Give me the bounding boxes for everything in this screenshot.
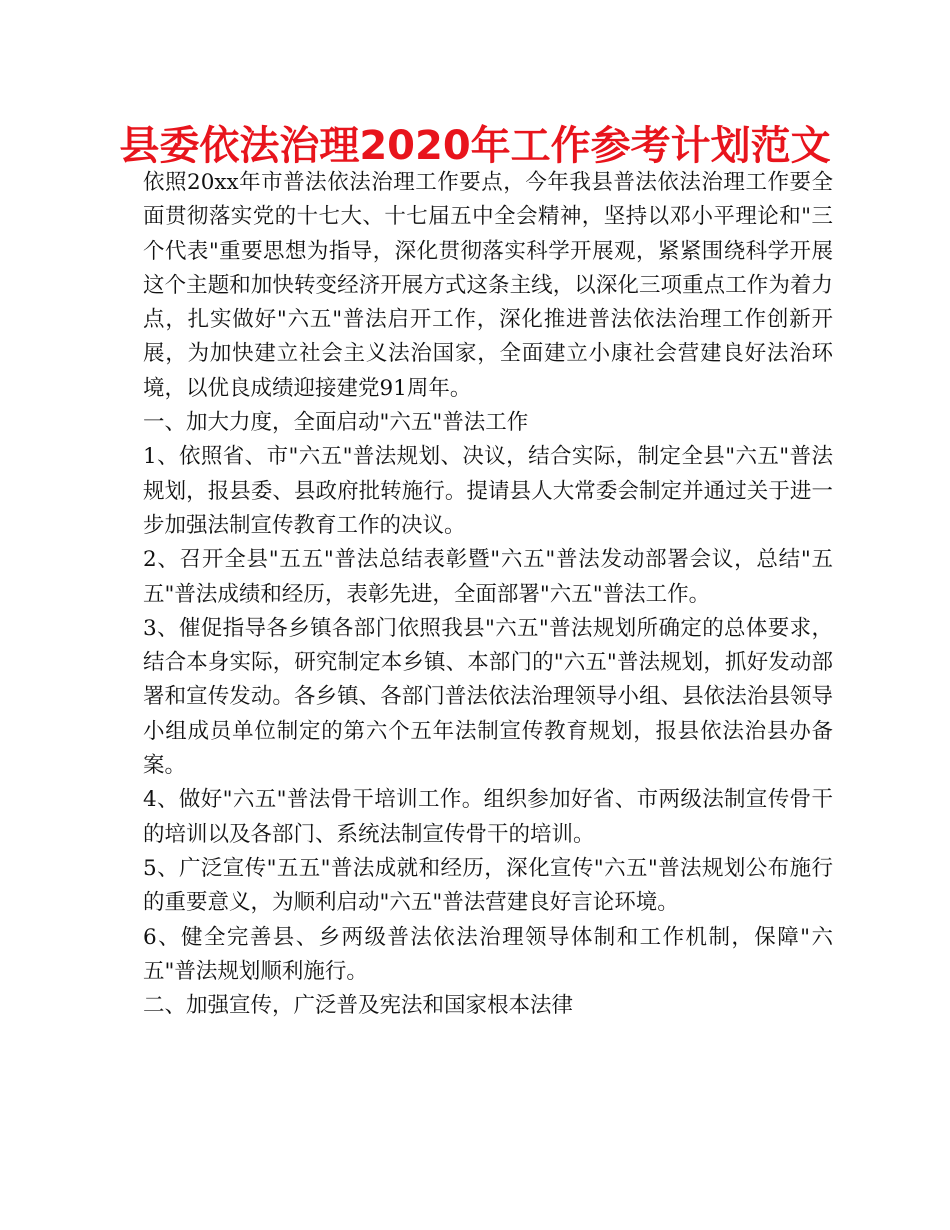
document-title: 县委依法治理2020年工作参考计划范文 [119,123,831,169]
list-item-1: 1、依照省、市"六五"普法规划、决议，结合实际，制定全县"六五"普法规划，报县委、县政府批转施行。提请县人大常委会制定并通过关于进一步加强法制宣传教育工作的决议。 [143,444,833,538]
list-item-6: 6、健全完善县、乡两级普法依法治理领导体制和工作机制，保障"六五"普法规划顺利施行。 [143,924,833,984]
list-item-5: 5、广泛宣传"五五"普法成就和经历，深化宣传"六五"普法规划公布施行的重要意义，为顺利启动"六五"普法营建良好言论环境。 [143,855,833,916]
list-item-3: 3、催促指导各乡镇各部门依照我县"六五"普法规划所确定的总体要求，结合本身实际，研究制定本乡镇、本部门的"六五"普法规划，抓好发动部署和宣传发动。各乡镇、各部门普法依法治理领导小组、县依法治县领导小组成员单位制定的第六个五年法制宣传教育规划，报县依法治县办备案。 [143,615,833,779]
section-heading-2: 二、加强宣传，广泛普及宪法和国家根本法律 [143,993,574,1019]
list-item-2: 2、召开全县"五五"普法总结表彰暨"六五"普法发动部署会议，总结"五五"普法成绩和经历，表彰先进，全面部署"六五"普法工作。 [143,547,833,607]
list-item-4: 4、做好"六五"普法骨干培训工作。组织参加好省、市两级法制宣传骨干的培训以及各部门、系统法制宣传骨干的培训。 [143,787,833,847]
section-heading-1: 一、加大力度，全面启动"六五"普法工作 [143,410,529,436]
paragraph-intro: 依照20xx年市普法依法治理工作要点，今年我县普法依法治理工作要全面贯彻落实党的十七大、十七届五中全会精神，坚持以邓小平理论和"三个代表"重要思想为指导，深化贯彻落实科学开展观，紧紧围绕科学开展这个主题和加快转变经济开展方式这条主线，以深化三项重点工作为着力点，扎实做好"六五"普法启开工作，深化推进普法依法治理工作创新开展，为加快建立社会主义法治国家，全面建立小康社会营建良好法治环境，以优良成绩迎接建党91周年。 [143,170,833,401]
document-body [143,166,833,1023]
